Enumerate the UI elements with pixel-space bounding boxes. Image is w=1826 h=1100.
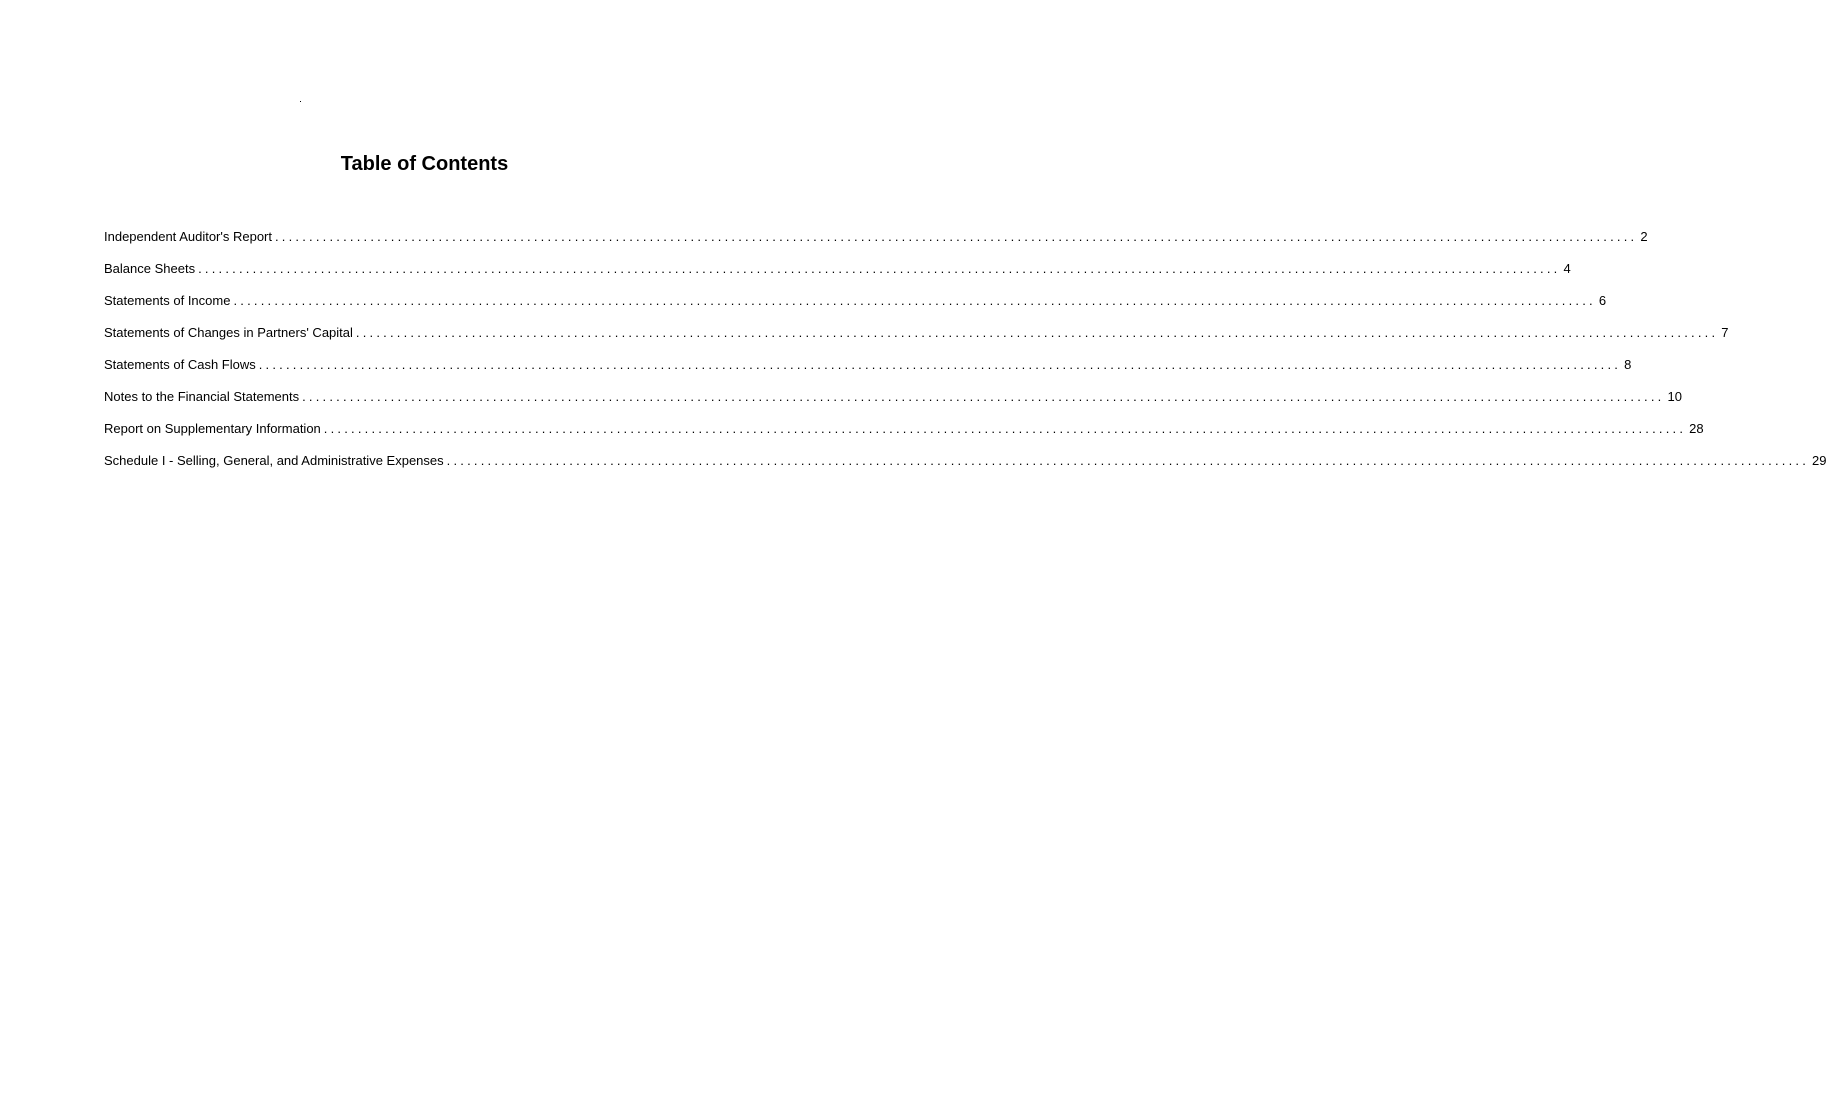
dot-leader: ........................................................................................................................................................................................................ (275, 229, 1638, 244)
toc-entry-statements-of-changes-in-partners-capital[interactable] (104, 322, 1729, 354)
toc-entry-label: Balance Sheets (104, 261, 196, 276)
toc-entry-schedule-i[interactable] (104, 450, 1826, 482)
toc-entry-report-on-supplementary-information[interactable] (104, 418, 1704, 450)
toc-entry-label: Statements of Changes in Partners' Capital (104, 325, 353, 340)
toc-entry-label: Statements of Income (104, 293, 231, 308)
toc-entry-page-number: 6 (1598, 293, 1607, 308)
toc-entry-page-number: 2 (1640, 229, 1648, 244)
toc-entry-label: Report on Supplementary Information (104, 421, 321, 436)
toc-entry-label: Schedule I - Selling, General, and Administrative Expenses (104, 453, 444, 468)
toc-entry-balance-sheets[interactable] (104, 258, 1571, 290)
toc-entry-statements-of-income[interactable] (104, 290, 1607, 322)
toc-list (104, 226, 1826, 482)
toc-entry-notes-to-the-financial-statements[interactable] (104, 386, 1682, 418)
toc-entry-statements-of-cash-flows[interactable] (104, 354, 1632, 386)
dot-leader: ........................................................................................................................................................................................................ (258, 357, 1622, 372)
dot-leader: ........................................................................................................................................................................................................ (323, 421, 1687, 436)
dot-leader: ........................................................................................................................................................................................................ (302, 389, 1665, 404)
dot-leader: ........................................................................................................................................................................................................ (198, 261, 1561, 276)
page-title: Table of Contents (340, 153, 509, 175)
toc-entry-page-number: 29 (1812, 453, 1826, 468)
toc-entry-label: Notes to the Financial Statements (104, 389, 300, 404)
dot-leader: ........................................................................................................................................................................................................ (355, 325, 1719, 340)
toc-entry-independent-auditors-report[interactable] (104, 226, 1648, 258)
toc-entry-label: Independent Auditor's Report (104, 229, 272, 244)
toc-entry-page-number: 28 (1689, 421, 1704, 436)
dot-leader: ........................................................................................................................................................................................................ (446, 453, 1810, 468)
toc-entry-label: Statements of Cash Flows (104, 357, 256, 372)
toc-entry-page-number: 8 (1624, 357, 1632, 372)
toc-entry-page-number: 4 (1563, 261, 1571, 276)
toc-entry-page-number: 10 (1667, 389, 1682, 404)
toc-entry-page-number: 7 (1721, 325, 1729, 340)
stray-mark (300, 101, 301, 102)
dot-leader: ........................................................................................................................................................................................................ (233, 293, 1596, 308)
